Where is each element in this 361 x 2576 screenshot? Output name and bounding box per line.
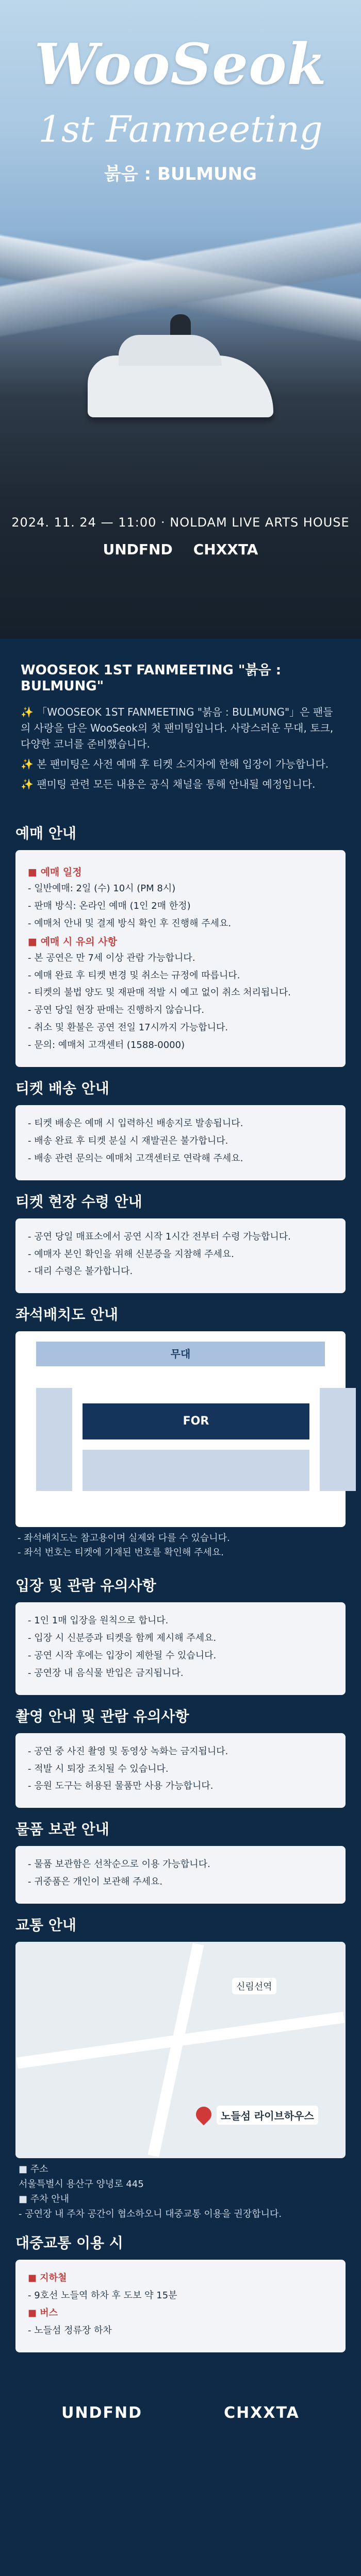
brand-logo-chxxta: CHXXTA: [193, 541, 258, 558]
section-title: 예매 안내: [15, 825, 76, 842]
booking-line: - 예매처 안내 및 결제 방식 확인 후 진행해 주세요.: [28, 918, 232, 929]
transport-line: ■ 지하철: [28, 2273, 67, 2284]
booking-line: - 일반예매: 2일 (수) 10시 (PM 8시): [28, 883, 176, 894]
section-title: 촬영 안내 및 관람 유의사항: [15, 1707, 189, 1725]
transport-section: [15, 1914, 346, 2222]
delivery-line: - 배송 완료 후 티켓 분실 시 재발권은 불가합니다.: [28, 1135, 228, 1146]
booking-caution-line: - 티켓의 불법 양도 및 재판매 적발 시 예고 없이 취소 처리됩니다.: [28, 987, 291, 998]
map-road: [148, 1943, 204, 2157]
section-title: 좌석배치도 안내: [15, 1306, 119, 1324]
intro-heading: WOOSEOK 1ST FANMEETING "붉음 : BULMUNG": [21, 663, 282, 694]
hero-info: 2024. 11. 24 — 11:00 · NOLDAM LIVE ARTS HOUSE: [11, 515, 350, 530]
stage-block: 무대: [36, 1342, 325, 1366]
brand-logo-chxxta: CHXXTA: [224, 2403, 300, 2422]
section-title: 티켓 배송 안내: [15, 1080, 109, 1097]
hero-logos: [0, 541, 361, 558]
brand-logo-undfnd: UNDFND: [103, 541, 173, 558]
entry-line: - 공연장 내 음식물 반입은 금지됩니다.: [28, 1667, 184, 1679]
storage-section: [15, 1818, 346, 1904]
entry-section: [15, 1574, 346, 1695]
photo-line: - 응원 도구는 허용된 물품만 사용 가능합니다.: [28, 1781, 214, 1792]
booking-caution-line: - 예매 완료 후 티켓 변경 및 취소는 규정에 따릅니다.: [28, 970, 240, 981]
delivery-line: - 배송 관련 문의는 예매처 고객센터로 연락해 주세요.: [28, 1153, 243, 1164]
photo-section: [15, 1705, 346, 1808]
onsite-section: [15, 1191, 346, 1294]
storage-line: - 귀중품은 개인이 보관해 주세요.: [28, 1876, 163, 1888]
booking-caution-line: - 공연 당일 현장 판매는 진행하지 않습니다.: [28, 1005, 205, 1016]
hero-banner: [0, 0, 361, 639]
booking-caution-label: ■ 예매 시 유의 사항: [28, 936, 117, 947]
parking-label: ■ 주차 안내: [19, 2193, 70, 2205]
onsite-line: - 대리 수령은 불가합니다.: [28, 1266, 133, 1277]
intro-paragraph: ✨ 팬미팅 관련 모든 내용은 공식 채널을 통해 안내될 예정입니다.: [21, 778, 316, 790]
seat-block: [36, 1388, 72, 1491]
entry-line: - 1인 1매 입장을 원칙으로 합니다.: [28, 1615, 169, 1626]
transport-line: - 9호선 노들역 하차 후 도보 약 15분: [28, 2290, 177, 2301]
seat-block: [83, 1450, 309, 1491]
footer: [0, 2363, 361, 2443]
floor-block: FOR: [83, 1403, 309, 1439]
seating-section: [15, 1303, 346, 1564]
booking-card: [15, 850, 346, 1067]
parking-line: - 공연장 내 주차 공간이 협소하오니 대중교통 이용을 권장합니다.: [19, 2208, 282, 2219]
section-title: 물품 보관 안내: [15, 1821, 109, 1838]
onsite-line: - 예매자 본인 확인을 위해 신분증을 지참해 주세요.: [28, 1248, 235, 1260]
onsite-line: - 공연 당일 매표소에서 공연 시작 1시간 전부터 수령 가능합니다.: [28, 1231, 291, 1242]
storage-line: - 물품 보관함은 선착순으로 이용 가능합니다.: [28, 1859, 210, 1870]
venue-label: 노들섬 라이브하우스: [217, 2106, 318, 2125]
booking-line: - 판매 방식: 온라인 예매 (1인 2매 한정): [28, 900, 191, 911]
intro-paragraph: ✨ 「WOOSEOK 1ST FANMEETING "붉음 : BULMUNG"」은 팬들의 사랑을 담은 WooSeok의 첫 팬미팅입니다. 사랑스러운 무대, 토크, 다양한 코너를 준비했습니다.: [21, 706, 334, 750]
hero-title: WooSeok: [34, 31, 327, 97]
address-text: 서울특별시 용산구 양녕로 445: [19, 2178, 144, 2190]
booking-schedule-label: ■ 예매 일정: [28, 867, 82, 878]
booking-caution-line: - 취소 및 환불은 공연 전일 17시까지 가능합니다.: [28, 1022, 228, 1033]
public-transport-section: [15, 2232, 346, 2352]
hero-subtitle: 1st Fanmeeting: [38, 108, 323, 150]
address-label: ■ 주소: [19, 2164, 48, 2175]
public-transport-card: [15, 2260, 346, 2352]
storage-card: [15, 1846, 346, 1904]
section-title: 티켓 현장 수령 안내: [15, 1193, 142, 1210]
intro-section: [0, 639, 361, 812]
hero-tagline: 붉음 : BULMUNG: [104, 164, 257, 184]
seating-notes: [15, 1527, 346, 1564]
transport-line: - 노들섬 정류장 하차: [28, 2325, 112, 2336]
photo-line: - 적발 시 퇴장 조치될 수 있습니다.: [28, 1763, 169, 1774]
venue-map: [15, 1942, 346, 2158]
booking-caution-line: - 본 공연은 만 7세 이상 관람 가능합니다.: [28, 952, 195, 963]
station-label: 신림선역: [232, 1978, 276, 1994]
delivery-line: - 티켓 배송은 예매 시 입력하신 배송지로 발송됩니다.: [28, 1118, 243, 1129]
section-title: 교통 안내: [15, 1917, 76, 1934]
entry-line: - 입장 시 신분증과 티켓을 함께 제시해 주세요.: [28, 1633, 217, 1644]
onsite-card: [15, 1218, 346, 1294]
section-title: 입장 및 관람 유의사항: [15, 1577, 156, 1595]
booking-caution-line: - 문의: 예매처 고객센터 (1588-0000): [28, 1040, 185, 1051]
delivery-card: [15, 1105, 346, 1180]
booking-section: [15, 822, 346, 1067]
intro-paragraph: ✨ 본 팬미팅은 사전 예매 후 티켓 소지자에 한해 입장이 가능합니다.: [21, 758, 329, 770]
seat-block: [320, 1388, 356, 1491]
photo-card: [15, 1733, 346, 1808]
seating-map: [15, 1331, 346, 1527]
seating-note: - 좌석배치도는 참고용이며 실제와 다를 수 있습니다.: [18, 1533, 230, 1544]
entry-line: - 공연 시작 후에는 입장이 제한될 수 있습니다.: [28, 1650, 217, 1661]
car-image: [88, 355, 273, 417]
delivery-section: [15, 1077, 346, 1180]
transport-line: ■ 버스: [28, 2308, 58, 2319]
entry-card: [15, 1602, 346, 1695]
brand-logo-undfnd: UNDFND: [61, 2403, 142, 2422]
seating-note: - 좌석 번호는 티켓에 기재된 번호를 확인해 주세요.: [18, 1547, 224, 1558]
section-title: 대중교통 이용 시: [15, 2234, 123, 2252]
map-pin-icon: [193, 2104, 215, 2125]
address-block: [19, 2162, 342, 2222]
photo-line: - 공연 중 사진 촬영 및 동영상 녹화는 금지됩니다.: [28, 1745, 228, 1757]
